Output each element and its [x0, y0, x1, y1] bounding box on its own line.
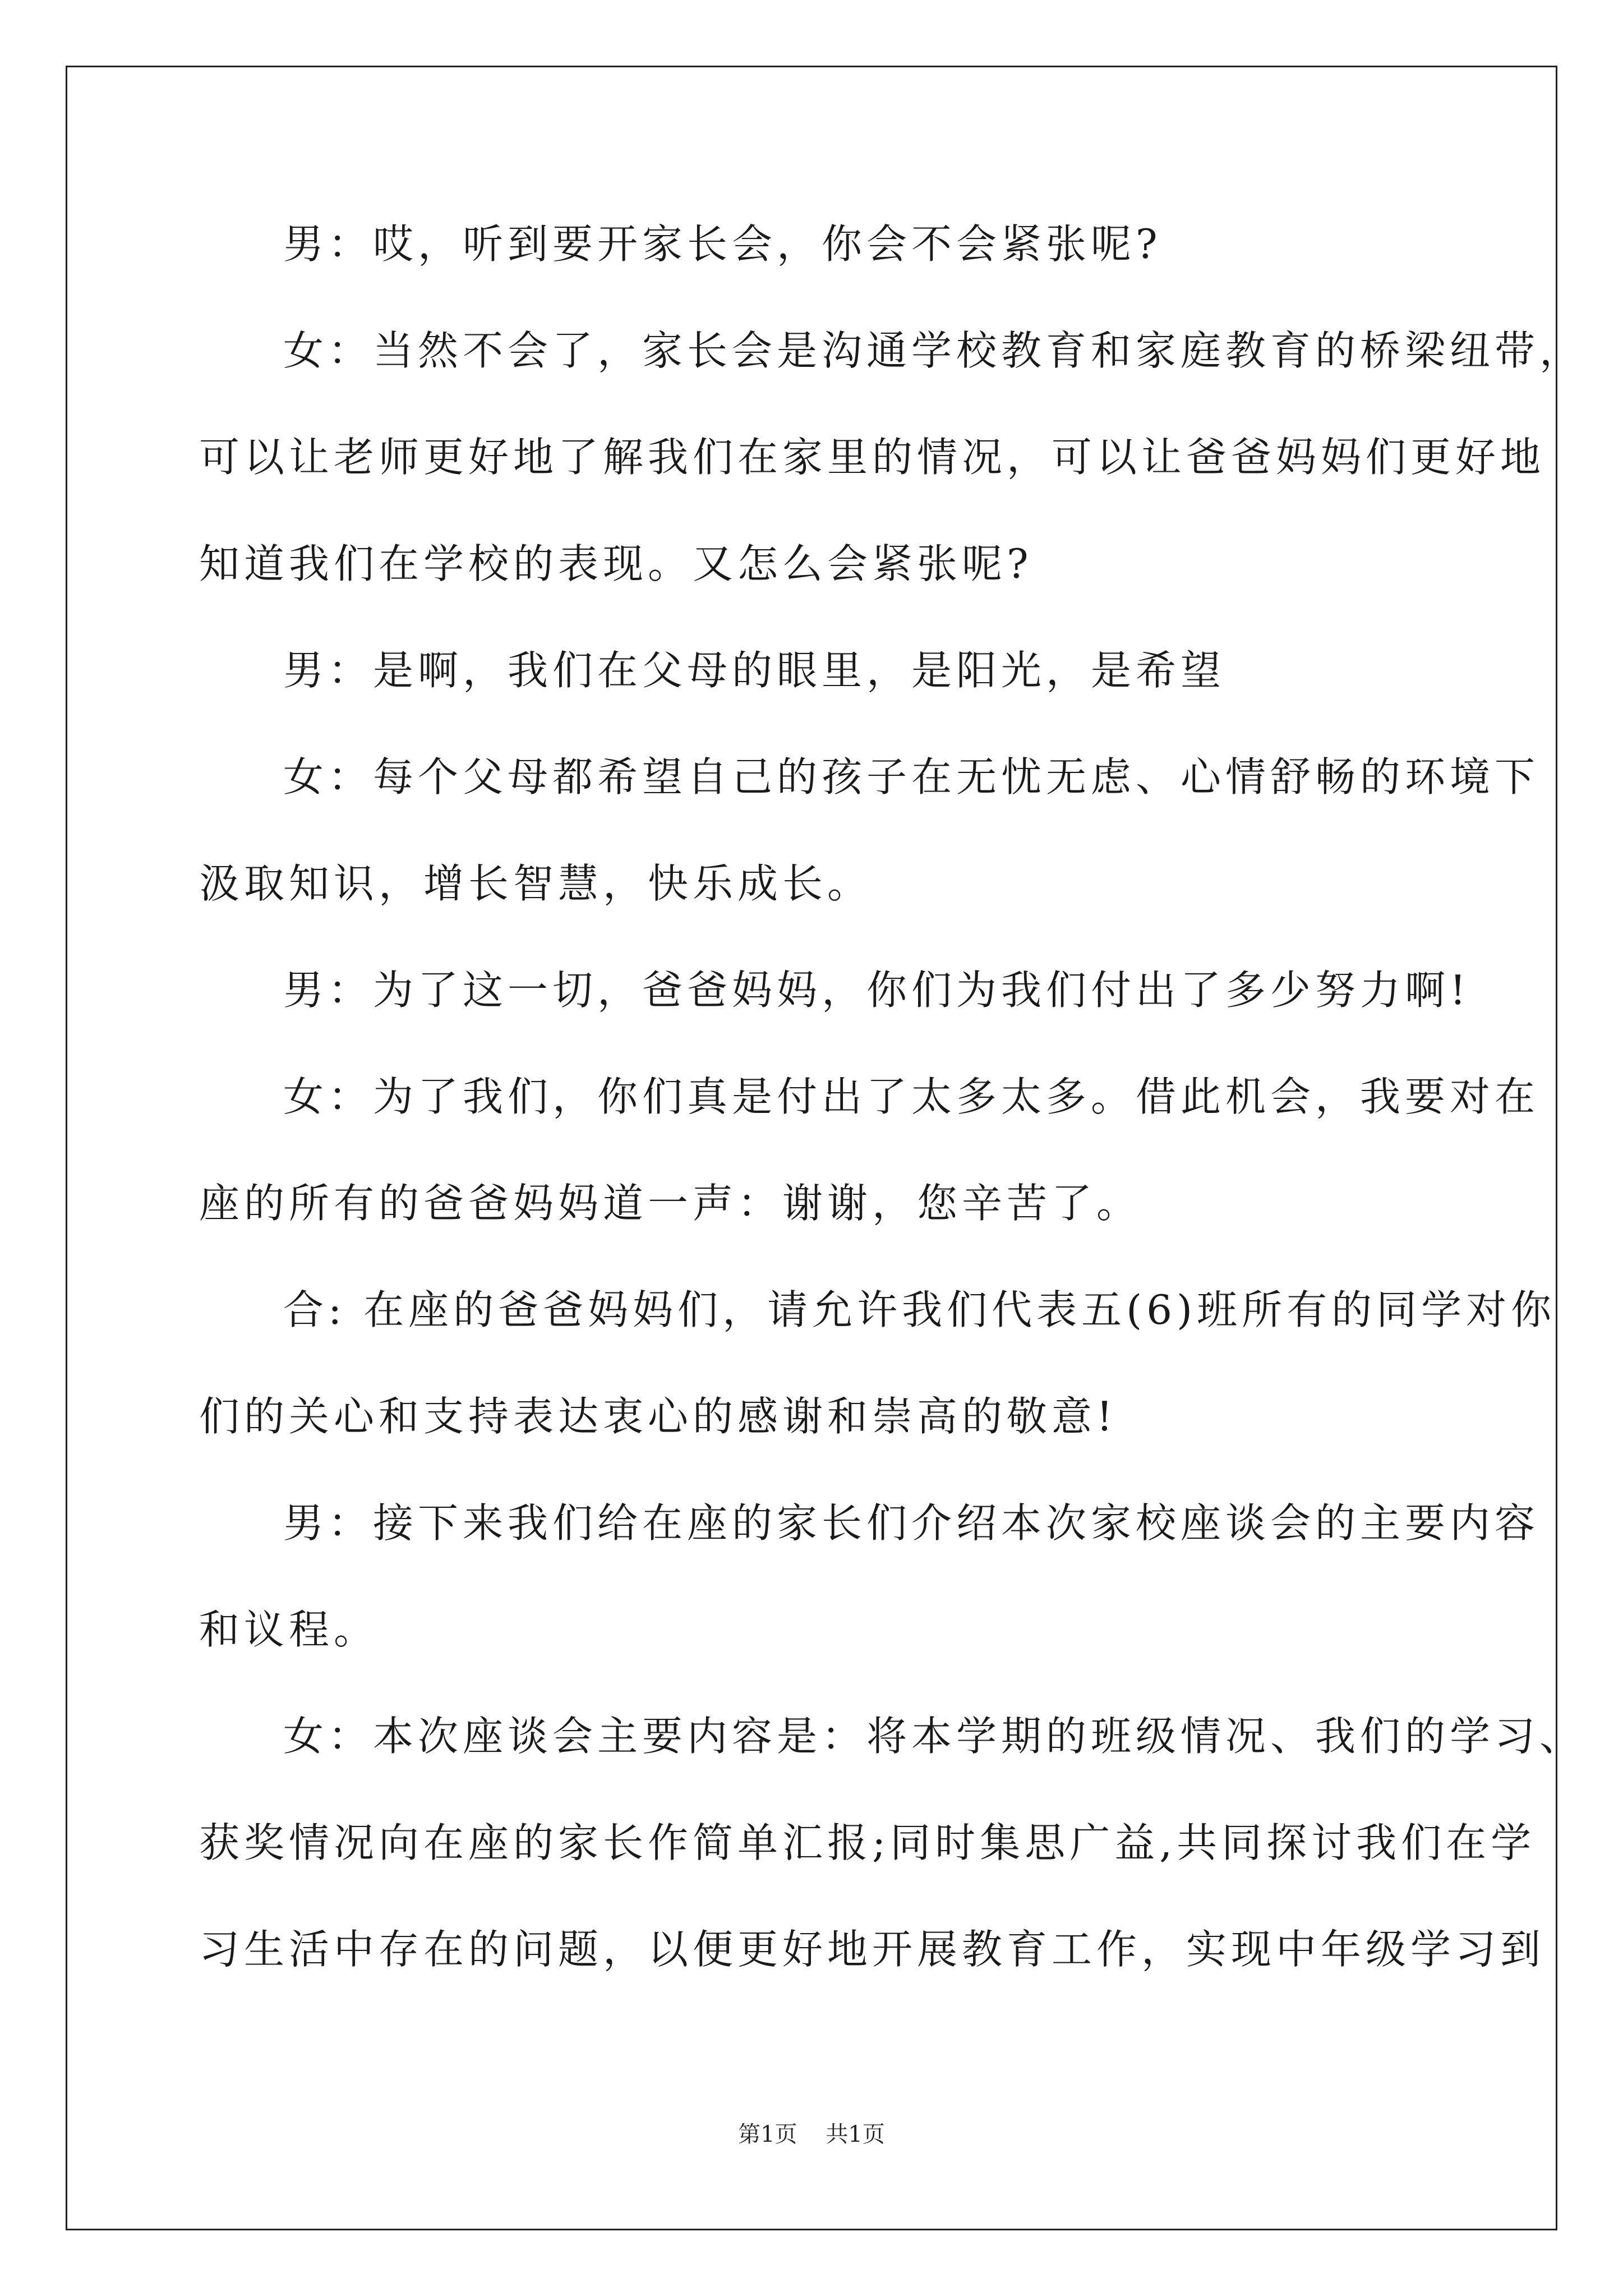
text-line: 习生活中存在的问题，以便更好地开展教育工作，实现中年级学习到 [199, 1926, 1546, 1973]
text-line: 男：是啊，我们在父母的眼里，是阳光，是希望 [283, 647, 1226, 694]
text-line: 女：当然不会了，家长会是沟通学校教育和家庭教育的桥梁纽带， [283, 327, 1585, 374]
text-line: 和议程。 [199, 1606, 379, 1653]
text-line: 女：本次座谈会主要内容是：将本学期的班级情况、我们的学习、 [283, 1713, 1585, 1760]
text-line: 女：每个父母都希望自己的孩子在无忧无虑、心情舒畅的环境下 [283, 753, 1540, 800]
text-line: 可以让老师更好地了解我们在家里的情况，可以让爸爸妈妈们更好地 [199, 434, 1546, 481]
page-footer: 第1页 共1页 [738, 2122, 885, 2147]
text-line: 女：为了我们，你们真是付出了太多太多。借此机会，我要对在 [283, 1073, 1540, 1120]
text-line: 获奖情况向在座的家长作简单汇报;同时集思广益,共同探讨我们在学 [199, 1819, 1536, 1866]
text-line: 知道我们在学校的表现。又怎么会紧张呢? [199, 540, 1033, 587]
text-line: 男：为了这一切，爸爸妈妈，你们为我们付出了多少努力啊! [283, 967, 1470, 1014]
text-line: 合: 在座的爸爸妈妈们，请允许我们代表五(6)班所有的同学对你 [283, 1286, 1556, 1333]
page-border [66, 66, 1557, 2230]
text-line: 座的所有的爸爸妈妈道一声：谢谢，您辛苦了。 [199, 1180, 1142, 1227]
text-line: 汲取知识，增长智慧，快乐成长。 [199, 860, 873, 907]
text-line: 男：接下来我们给在座的家长们介绍本次家校座谈会的主要内容 [283, 1499, 1540, 1547]
text-line: 们的关心和支持表达衷心的感谢和崇高的敬意! [199, 1393, 1117, 1440]
text-line: 男：哎，听到要开家长会，你会不会紧张呢? [283, 220, 1162, 268]
